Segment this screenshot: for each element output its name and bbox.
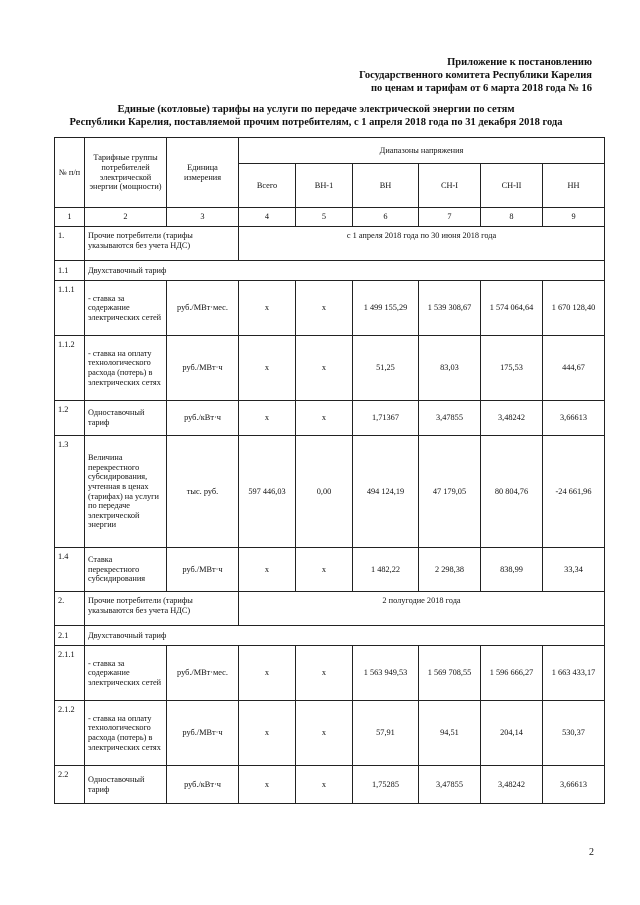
row-unit: руб./МВт·мес. (167, 281, 239, 336)
table-row (55, 766, 605, 804)
cell-value: 530,37 (543, 701, 605, 766)
cell-value: 3,66613 (543, 766, 605, 804)
cell-value: 1 670 128,40 (543, 281, 605, 336)
cell-value: 51,25 (353, 336, 419, 401)
cell-value: 83,03 (419, 336, 481, 401)
cell-value: 204,14 (481, 701, 543, 766)
cell-value: 1 663 433,17 (543, 646, 605, 701)
cell-value: х (239, 646, 296, 701)
cell-value: х (296, 646, 353, 701)
table-row (55, 701, 605, 766)
table-header-row (55, 138, 605, 164)
row-label: Одноставочный тариф (85, 401, 167, 436)
table-row (55, 281, 605, 336)
index-cell: 5 (296, 208, 353, 227)
cell-value: х (239, 766, 296, 804)
row-unit: руб./МВт·ч (167, 336, 239, 401)
cell-value: 494 124,19 (353, 436, 419, 548)
cell-value: 1 563 949,53 (353, 646, 419, 701)
cell-value: х (296, 281, 353, 336)
index-cell: 1 (55, 208, 85, 227)
row-num: 1.1.2 (55, 336, 85, 401)
document-title (40, 103, 592, 129)
cell-value: х (296, 336, 353, 401)
cell-value: 1 596 666,27 (481, 646, 543, 701)
row-label: - ставка за содержание электрических сетей (85, 281, 167, 336)
header-col-sn2: СН-II (481, 164, 543, 208)
subsection-row (55, 261, 605, 281)
row-unit: руб./кВт·ч (167, 401, 239, 436)
tariff-table (54, 137, 605, 804)
cell-value: 94,51 (419, 701, 481, 766)
index-cell: 3 (167, 208, 239, 227)
cell-value: 33,34 (543, 548, 605, 592)
cell-value: 2 298,38 (419, 548, 481, 592)
header-col-vn: ВН (353, 164, 419, 208)
subsection-row (55, 626, 605, 646)
row-label: Ставка перекрестного субсидирования (85, 548, 167, 592)
section-period: 2 полугодие 2018 года (239, 592, 605, 626)
cell-value: 1,75285 (353, 766, 419, 804)
subsection-label: Двухставочный тариф (85, 261, 605, 281)
table-row (55, 646, 605, 701)
header-line-1: Приложение к постановлению (447, 57, 592, 68)
cell-value: х (239, 701, 296, 766)
cell-value: 80 804,76 (481, 436, 543, 548)
cell-value: 444,67 (543, 336, 605, 401)
cell-value: 57,91 (353, 701, 419, 766)
cell-value: 1,71367 (353, 401, 419, 436)
row-label: - ставка на оплату технологического расхода (потерь) в электрических сетях (85, 336, 167, 401)
cell-value: 1 569 708,55 (419, 646, 481, 701)
row-unit: руб./МВт·мес. (167, 646, 239, 701)
header-col-sn1: СН-I (419, 164, 481, 208)
row-num: 2.1.1 (55, 646, 85, 701)
title-line-1: Единые (котловые) тарифы на услуги по передаче электрической энергии по сетям (117, 104, 515, 115)
row-num: 2. (55, 592, 85, 626)
index-cell: 9 (543, 208, 605, 227)
cell-value: х (296, 766, 353, 804)
document-header (359, 56, 592, 95)
cell-value: -24 661,96 (543, 436, 605, 548)
section-row (55, 592, 605, 626)
table-row (55, 336, 605, 401)
cell-value: 838,99 (481, 548, 543, 592)
index-cell: 2 (85, 208, 167, 227)
header-line-2: Государственного комитета Республики Карелия (359, 70, 592, 81)
index-cell: 6 (353, 208, 419, 227)
row-num: 2.2 (55, 766, 85, 804)
row-label: Величина перекрестного субсидирования, учтенная в ценах (тарифах) на услуги по передаче электрической энергии (85, 436, 167, 548)
row-num: 1.1.1 (55, 281, 85, 336)
cell-value: 175,53 (481, 336, 543, 401)
header-ranges: Диапазоны напряжения (239, 138, 605, 164)
cell-value: 1 482,22 (353, 548, 419, 592)
cell-value: 3,66613 (543, 401, 605, 436)
index-cell: 7 (419, 208, 481, 227)
row-num: 2.1 (55, 626, 85, 646)
page-number: 2 (589, 847, 594, 858)
row-label: - ставка на оплату технологического расхода (потерь) в электрических сетях (85, 701, 167, 766)
section-label: Прочие потребители (тарифы указываются без учета НДС) (85, 227, 239, 261)
title-line-2: Республики Карелия, поставляемой прочим потребителям, с 1 апреля 2018 года по 31 декабря 2018 года (69, 117, 563, 128)
header-num: № п/п (55, 138, 85, 208)
row-num: 1.1 (55, 261, 85, 281)
cell-value: 3,48242 (481, 401, 543, 436)
row-label: Одноставочный тариф (85, 766, 167, 804)
header-col-total: Всего (239, 164, 296, 208)
header-col-vn1: ВН-1 (296, 164, 353, 208)
row-unit: руб./МВт·ч (167, 701, 239, 766)
header-col-nn: НН (543, 164, 605, 208)
row-num: 1.2 (55, 401, 85, 436)
row-unit: тыс. руб. (167, 436, 239, 548)
header-unit: Единица измерения (167, 138, 239, 208)
row-unit: руб./МВт·ч (167, 548, 239, 592)
cell-value: 597 446,03 (239, 436, 296, 548)
index-cell: 4 (239, 208, 296, 227)
subsection-label: Двухставочный тариф (85, 626, 605, 646)
table-index-row (55, 208, 605, 227)
table-row (55, 548, 605, 592)
cell-value: х (296, 401, 353, 436)
row-num: 1.3 (55, 436, 85, 548)
cell-value: 1 574 064,64 (481, 281, 543, 336)
header-line-3: по ценам и тарифам от 6 марта 2018 года № 16 (370, 83, 592, 94)
row-num: 1.4 (55, 548, 85, 592)
row-unit: руб./кВт·ч (167, 766, 239, 804)
cell-value: х (239, 401, 296, 436)
row-num: 1. (55, 227, 85, 261)
table-row (55, 436, 605, 548)
section-period: с 1 апреля 2018 года по 30 июня 2018 года (239, 227, 605, 261)
cell-value: 3,47855 (419, 401, 481, 436)
row-num: 2.1.2 (55, 701, 85, 766)
cell-value: 1 539 308,67 (419, 281, 481, 336)
cell-value: 0,00 (296, 436, 353, 548)
section-label: Прочие потребители (тарифы указываются без учета НДС) (85, 592, 239, 626)
row-label: - ставка за содержание электрических сетей (85, 646, 167, 701)
cell-value: 47 179,05 (419, 436, 481, 548)
cell-value: х (239, 281, 296, 336)
index-cell: 8 (481, 208, 543, 227)
section-row (55, 227, 605, 261)
cell-value: х (296, 548, 353, 592)
cell-value: 3,47855 (419, 766, 481, 804)
cell-value: х (239, 336, 296, 401)
cell-value: х (296, 701, 353, 766)
table-row (55, 401, 605, 436)
header-group: Тарифные группы потребителей электрической энергии (мощности) (85, 138, 167, 208)
cell-value: 3,48242 (481, 766, 543, 804)
cell-value: 1 499 155,29 (353, 281, 419, 336)
cell-value: х (239, 548, 296, 592)
